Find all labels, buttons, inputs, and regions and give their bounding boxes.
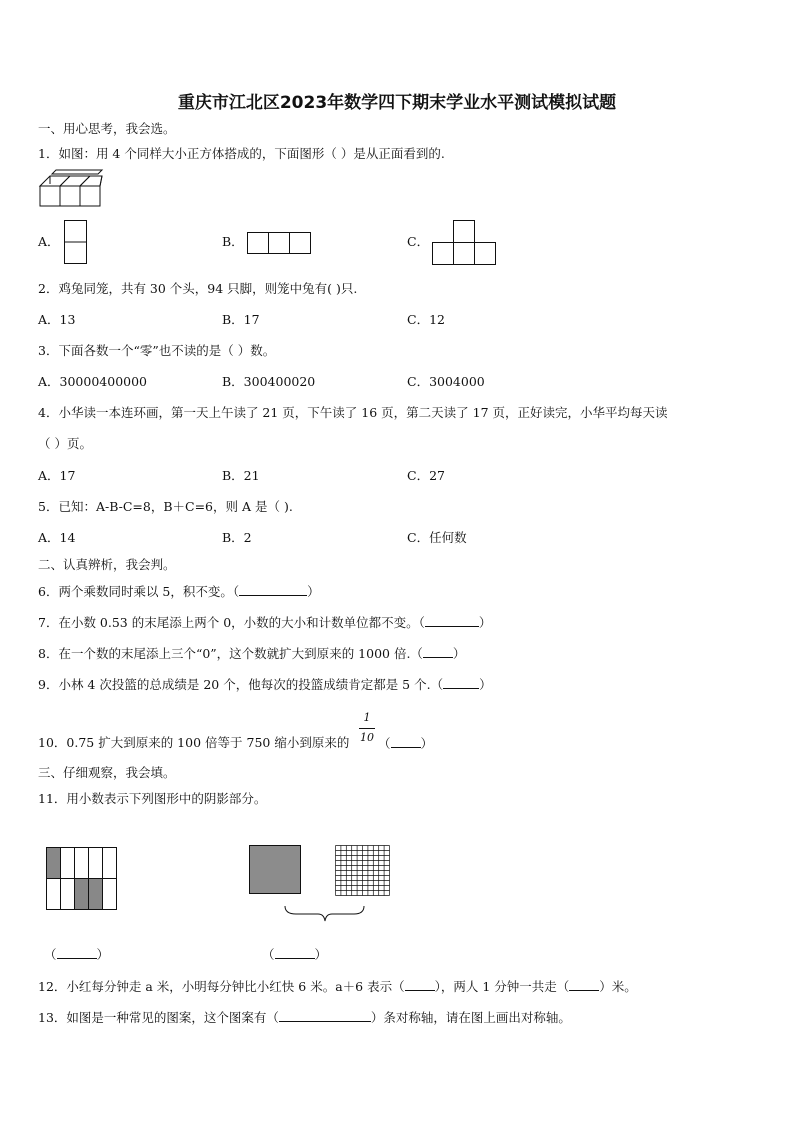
question-10-open: （ xyxy=(378,736,391,751)
question-10-end: ） xyxy=(420,736,434,751)
question-12-text-1: 12．小红每分钟走 a 米，小明每分钟比小红快 6 米。a＋6 表示（ xyxy=(38,979,405,994)
answer-blank-13[interactable] xyxy=(279,1009,371,1022)
section-heading-3: 三、仔细观察，我会填。 xyxy=(38,765,176,780)
question-4-text-line1: 4．小华读一本连环画，第一天上午读了 21 页，下午读了 16 页，第二天读了 17 页，正好读完，小华平均每天读 xyxy=(38,405,668,420)
answer-blank-11b[interactable] xyxy=(275,946,315,959)
fraction-denominator: 10 xyxy=(360,731,374,744)
brace-figure xyxy=(284,905,366,923)
shaded-square-figure xyxy=(249,845,303,895)
question-9 xyxy=(38,676,492,693)
answer-1-open: （ xyxy=(44,947,57,962)
question-8-text: 8．在一个数的末尾添上三个“0”，这个数就扩大到原来的 1000 倍.（ xyxy=(38,646,423,661)
answer-blank-12a[interactable] xyxy=(405,978,435,991)
question-12-text-3: ）米。 xyxy=(599,979,637,994)
answer-2-end: ） xyxy=(314,947,328,962)
question-6-end: ） xyxy=(307,584,320,599)
cube-stack-figure xyxy=(38,172,104,208)
q2-option-a: A．13 xyxy=(38,312,76,327)
q1-option-a-figure xyxy=(64,220,88,264)
question-11-text: 11．用小数表示下列图形中的阴影部分。 xyxy=(38,791,267,806)
section-heading-2: 二、认真辨析，我会判。 xyxy=(38,557,176,572)
q1-option-c-figure xyxy=(432,220,498,266)
q1-option-b-figure xyxy=(247,232,313,256)
shaded-grid-5x2-figure xyxy=(46,847,118,911)
question-11-answer-2 xyxy=(262,946,327,963)
q3-option-c: C．3004000 xyxy=(407,374,485,389)
question-3-text: 3．下面各数一个“零”也不读的是（ ）数。 xyxy=(38,343,276,358)
answer-2-open: （ xyxy=(262,947,275,962)
question-8 xyxy=(38,645,465,662)
question-13 xyxy=(38,1009,571,1026)
question-12 xyxy=(38,978,637,995)
question-9-end: ） xyxy=(479,677,492,692)
question-6 xyxy=(38,583,320,600)
question-2-text: 2．鸡兔同笼，共有 30 个头，94 只脚，则笼中兔有( )只. xyxy=(38,281,358,296)
q4-option-a: A．17 xyxy=(38,468,76,483)
hundred-grid-figure xyxy=(335,845,391,897)
fraction-bar xyxy=(359,728,375,729)
question-10-text: 10．0.75 扩大到原来的 100 倍等于 750 缩小到原来的 xyxy=(38,735,350,750)
section-heading-1: 一、用心思考，我会选。 xyxy=(38,121,176,136)
question-6-text: 6．两个乘数同时乘以 5，积不变。（ xyxy=(38,584,240,599)
answer-blank-7[interactable] xyxy=(425,614,479,627)
q1-option-c-label: C． xyxy=(407,234,430,249)
q2-option-b: B．17 xyxy=(222,312,260,327)
question-8-end: ） xyxy=(452,646,466,661)
q3-option-b: B．300400020 xyxy=(222,374,316,389)
question-7 xyxy=(38,614,491,631)
q5-option-c: C．任何数 xyxy=(407,530,467,545)
answer-blank-12b[interactable] xyxy=(569,978,599,991)
q4-option-c: C．27 xyxy=(407,468,445,483)
answer-blank-10[interactable] xyxy=(391,735,421,748)
q2-option-c: C．12 xyxy=(407,312,445,327)
q4-option-b: B．21 xyxy=(222,468,260,483)
answer-blank-9[interactable] xyxy=(443,676,479,689)
question-13-text-2: ）条对称轴，请在图上画出对称轴。 xyxy=(370,1010,571,1025)
question-5-text: 5．已知：A-B-C=8，B＋C=6，则 A 是（ ). xyxy=(38,499,293,514)
question-7-text: 7．在小数 0.53 的末尾添上两个 0，小数的大小和计数单位都不变。（ xyxy=(38,615,425,630)
question-1-text: 1．如图：用 4 个同样大小正方体搭成的，下面图形（ ）是从正面看到的. xyxy=(38,146,445,161)
question-10-answer xyxy=(378,735,433,752)
question-11-answer-1 xyxy=(44,946,109,963)
question-7-end: ） xyxy=(478,615,492,630)
answer-blank-8[interactable] xyxy=(423,645,453,658)
q5-option-a: A．14 xyxy=(38,530,76,545)
answer-1-end: ） xyxy=(96,947,110,962)
question-9-text: 9．小林 4 次投篮的总成绩是 20 个，他每次的投篮成绩肯定都是 5 个.（ xyxy=(38,677,444,692)
q1-option-b-label: B． xyxy=(222,234,244,249)
answer-blank-6[interactable] xyxy=(239,583,307,596)
q1-option-a-label: A． xyxy=(38,234,60,249)
q3-option-a: A．30000400000 xyxy=(38,374,148,389)
q5-option-b: B．2 xyxy=(222,530,252,545)
question-13-text-1: 13．如图是一种常见的图案，这个图案有（ xyxy=(38,1010,279,1025)
question-12-text-2: ），两人 1 分钟一共走（ xyxy=(434,979,570,994)
question-4-text-line2: （ ）页。 xyxy=(38,436,92,451)
page-title: 重庆市江北区2023年数学四下期末学业水平测试模拟试题 xyxy=(177,93,617,113)
fraction-numerator: 1 xyxy=(363,711,371,724)
answer-blank-11a[interactable] xyxy=(57,946,97,959)
